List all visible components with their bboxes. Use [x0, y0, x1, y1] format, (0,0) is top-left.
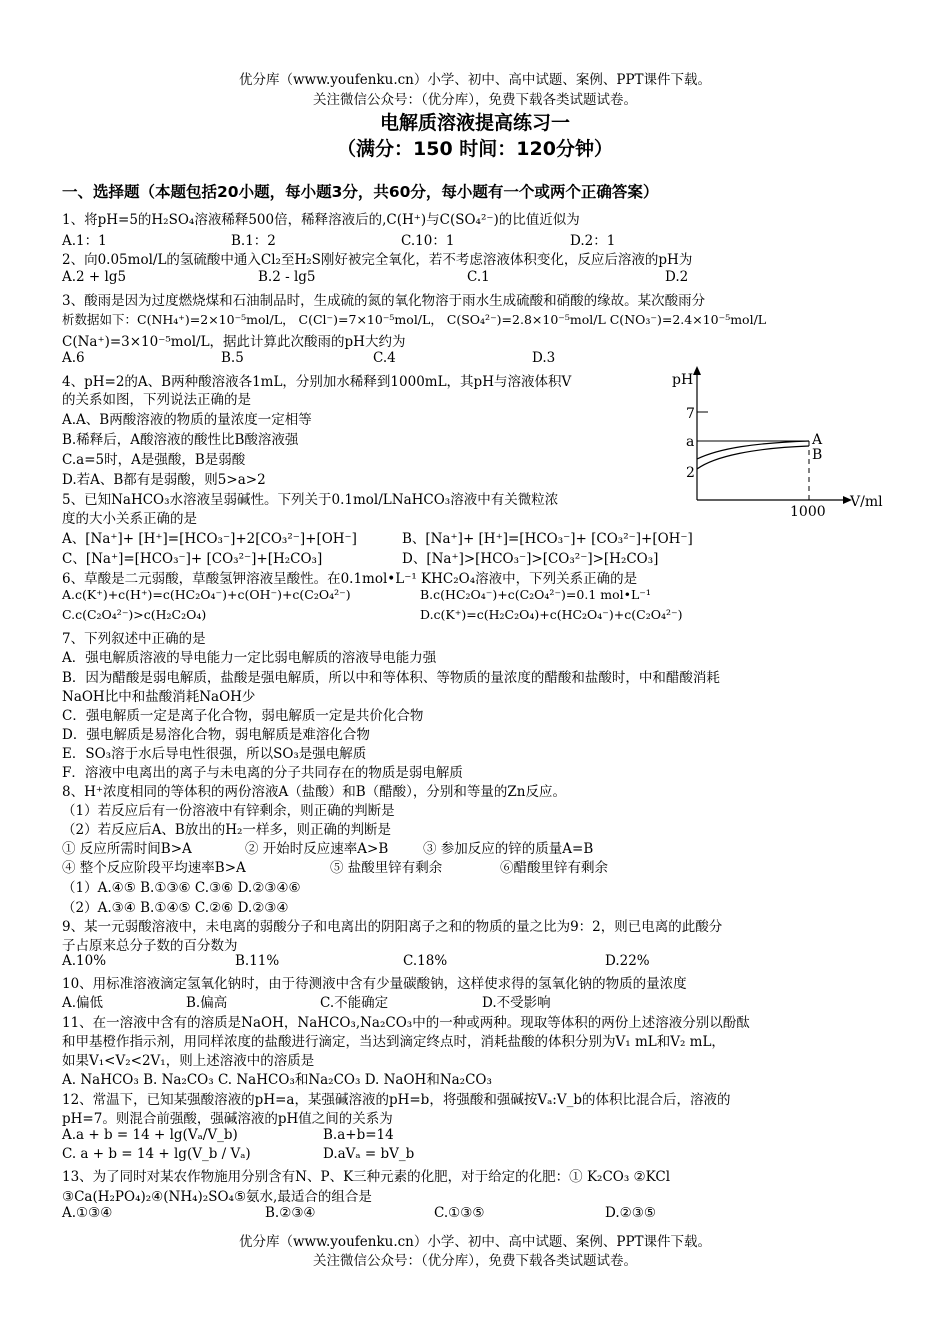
q5-line-1: 5、已知NaHCO₃水溶液呈弱碱性。下列关于0.1mol/LNaHCO₃溶液中有关微粒浓: [62, 492, 559, 508]
q8-statement-2: ② 开始时反应速率A>B: [245, 841, 389, 857]
q9-option-c: C.18%: [403, 953, 448, 969]
q1-option-a: A.1：1: [62, 233, 107, 249]
q8-answers-2: （2）A.③④ B.①④⑤ C.②⑥ D.②③④: [62, 900, 289, 916]
q7-option-e: E．SO₃溶于水后导电性很强，所以SO₃是强电解质: [62, 746, 367, 762]
x-tick-1000: 1000: [790, 504, 826, 520]
q7-option-a: A．强电解质溶液的导电能力一定比弱电解质的溶液导电能力强: [62, 650, 437, 666]
q7-option-b-line-2: NaOH比中和盐酸消耗NaOH少: [62, 689, 256, 705]
q7-stem: 7、下列叙述中正确的是: [62, 631, 206, 647]
q11-line-2: 和甲基橙作指示剂，用同样浓度的盐酸进行滴定，当达到滴定终点时，消耗盐酸的体积分别为V₁ mL和V₂ mL，: [62, 1034, 725, 1050]
q4-line-1: 4、pH=2的A、B两种酸溶液各1mL，分别加水稀释到1000mL，其pH与溶液体积V: [62, 374, 572, 390]
q4-option-c: C.a=5时，A是强酸，B是弱酸: [62, 452, 246, 468]
q8-statement-4: ④ 整个反应阶段平均速率B>A: [62, 860, 246, 876]
footer-line-1: 优分库（www.youfenku.cn）小学、初中、高中试题、案例、PPT课件下载。: [238, 1234, 712, 1250]
q6-option-b: B.c(HC₂O₄⁻)+c(C₂O₄²⁻)=0.1 mol•L⁻¹: [420, 587, 651, 602]
page-title: 电解质溶液提高练习一: [379, 112, 570, 134]
q13-option-c: C.①③⑤: [434, 1205, 485, 1221]
q3-line-1: 3、酸雨是因为过度燃烧煤和石油制品时，生成硫的氮的氧化物溶于雨水生成硫酸和硝酸的缘故。某次酸雨分: [62, 293, 706, 309]
q2-option-c: C.1: [467, 269, 490, 285]
q7-option-f: F．溶液中电离出的离子与未电离的分子共同存在的物质是弱电解质: [62, 765, 463, 781]
page-subtitle: （满分：150 时间：120分钟）: [337, 138, 613, 160]
q11-options: A. NaHCO₃ B. Na₂CO₃ C. NaHCO₃和Na₂CO₃ D. NaOH和Na₂CO₃: [62, 1072, 492, 1088]
q7-option-d: D．强电解质是易溶化合物，弱电解质是难溶化合物: [62, 727, 370, 743]
q8-stem: 8、H⁺浓度相同的等体积的两份溶液A（盐酸）和B（醋酸），分别和等量的Zn反应。: [62, 784, 566, 800]
q1-option-d: D.2：1: [570, 233, 616, 249]
q6-option-a: A.c(K⁺)+c(H⁺)=c(HC₂O₄⁻)+c(OH⁻)+c(C₂O₄²⁻): [62, 587, 351, 602]
y-tick-a: a: [686, 434, 695, 450]
q12-line-1: 12、常温下，已知某强酸溶液的pH=a，某强碱溶液的pH=b，将强酸和强碱按Vₐ:V_b的体积比混合后，溶液的: [62, 1092, 731, 1108]
q13-option-b: B.②③④: [265, 1205, 316, 1221]
q6-stem: 6、草酸是二元弱酸，草酸氢钾溶液呈酸性。在0.1mol•L⁻¹ KHC₂O₄溶液中，下列关系正确的是: [62, 571, 638, 587]
curve-a: [697, 441, 809, 459]
y-tick-7: 7: [686, 406, 695, 422]
q9-line-2: 子占原来总分子数的百分数为: [62, 938, 238, 954]
q6-option-c: C.c(C₂O₄²⁻)>c(H₂C₂O₄): [62, 607, 207, 622]
q12-line-2: pH=7。则混合前强酸，强碱溶液的pH值之间的关系为: [62, 1111, 393, 1127]
q1-option-b: B.1：2: [231, 233, 276, 249]
q10-option-b: B.偏高: [186, 995, 228, 1011]
q3-option-a: A.6: [62, 350, 85, 366]
q3-option-d: D.3: [532, 350, 556, 366]
q2-option-b: B.2 - lg5: [258, 269, 316, 285]
q7-option-c: C．强电解质一定是离子化合物，弱电解质一定是共价化合物: [62, 708, 424, 724]
q13-line-2: ③Ca(H₂PO₄)₂④(NH₄)₂SO₄⑤氨水,最适合的组合是: [62, 1189, 372, 1205]
header-line-1: 优分库（www.youfenku.cn）小学、初中、高中试题、案例、PPT课件下载。: [238, 72, 712, 88]
q8-part-1: （1）若反应后有一份溶液中有锌剩余，则正确的判断是: [62, 803, 395, 819]
q3-line-3: C(Na⁺)=3×10⁻⁵mol/L，据此计算此次酸雨的pH大约为: [62, 334, 406, 350]
footer-line-2: 关注微信公众号：（优分库），免费下载各类试题试卷。: [313, 1253, 637, 1269]
q9-line-1: 9、某一元弱酸溶液中，未电离的弱酸分子和电离出的阴阳离子之和的物质的量之比为9：2，则已电离的此酸分: [62, 919, 723, 935]
series-label-b: B: [812, 447, 823, 463]
q2-stem: 2、向0.05mol/L的氢硫酸中通入Cl₂至H₂S刚好被完全氧化，若不考虑溶液体积变化，反应后溶液的pH为: [62, 252, 693, 268]
q12-option-b: B.a+b=14: [323, 1127, 394, 1143]
y-axis-label: pH: [672, 372, 694, 388]
q4-line-2: 的关系如图，下列说法正确的是: [62, 392, 251, 408]
q11-line-1: 11、在一溶液中含有的溶质是NaOH，NaHCO₃,Na₂CO₃中的一种或两种。现取等体积的两份上述溶液分别以酚酞: [62, 1015, 750, 1031]
q2-option-d: D.2: [665, 269, 689, 285]
ph-volume-chart: [660, 362, 900, 522]
q12-option-a: A.a + b = 14 + lg(Vₐ/V_b): [62, 1127, 238, 1143]
q13-option-d: D.②③⑤: [605, 1205, 656, 1221]
q4-option-b: B.稀释后，A酸溶液的酸性比B酸溶液强: [62, 432, 299, 448]
section-heading: 一、选择题（本题包括20小题，每小题3分，共60分，每小题有一个或两个正确答案）: [62, 183, 659, 201]
q5-line-2: 度的大小关系正确的是: [62, 511, 197, 527]
y-axis-arrow: [693, 366, 701, 375]
q4-option-d: D.若A、B都有是弱酸，则5>a>2: [62, 472, 266, 488]
header-line-2: 关注微信公众号：（优分库），免费下载各类试题试卷。: [313, 92, 637, 108]
q13-option-a: A.①③④: [62, 1205, 113, 1221]
q3-line-2: 析数据如下：C(NH₄⁺)=2×10⁻⁵mol/L， C(Cl⁻)=7×10⁻⁵mol/L， C(SO₄²⁻)=2.8×10⁻⁵mol/L C(NO₃⁻)=2.4×10⁻⁵mol/L: [62, 312, 767, 327]
q3-option-c: C.4: [373, 350, 396, 366]
q13-line-1: 13、为了同时对某农作物施用分别含有N、P、K三种元素的化肥，对于给定的化肥：① K₂CO₃ ②KCl: [62, 1169, 671, 1185]
q8-answers-1: （1）A.④⑤ B.①③⑥ C.③⑥ D.②③④⑥: [62, 880, 301, 896]
q10-option-d: D.不受影响: [482, 995, 551, 1011]
q12-option-d: D.aVₐ = bV_b: [323, 1146, 415, 1162]
q2-option-a: A.2 + lg5: [62, 269, 127, 285]
q8-statement-1: ① 反应所需时间B>A: [62, 841, 192, 857]
q10-option-c: C.不能确定: [320, 995, 389, 1011]
q5-option-b: B、[Na⁺]+ [H⁺]=[HCO₃⁻]+ [CO₃²⁻]+[OH⁻]: [402, 531, 693, 547]
curve-b: [697, 446, 809, 469]
q8-statement-6: ⑥醋酸里锌有剩余: [500, 860, 608, 876]
q9-option-b: B.11%: [235, 953, 280, 969]
x-axis-label: V/ml: [850, 494, 883, 510]
q10-option-a: A.偏低: [62, 995, 104, 1011]
q5-option-d: D、[Na⁺]>[HCO₃⁻]>[CO₃²⁻]>[H₂CO₃]: [402, 551, 659, 567]
q1-option-c: C.10：1: [401, 233, 455, 249]
q1-stem: 1、将pH=5的H₂SO₄溶液稀释500倍，稀释溶液后的,C(H⁺)与C(SO₄²⁻)的比值近似为: [62, 212, 580, 228]
q12-option-c: C. a + b = 14 + lg(V_b / Vₐ): [62, 1146, 251, 1162]
q9-option-a: A.10%: [62, 953, 107, 969]
q8-statement-3: ③ 参加反应的锌的质量A=B: [423, 841, 594, 857]
q5-option-c: C、[Na⁺]=[HCO₃⁻]+ [CO₃²⁻]+[H₂CO₃]: [62, 551, 323, 567]
q7-option-b-line-1: B．因为醋酸是弱电解质，盐酸是强电解质，所以中和等体积、等物质的量浓度的醋酸和盐酸时，中和醋酸消耗: [62, 670, 720, 686]
series-label-a: A: [812, 432, 823, 448]
q3-option-b: B.5: [221, 350, 244, 366]
q11-line-3: 如果V₁<V₂<2V₁，则上述溶液中的溶质是: [62, 1053, 315, 1069]
q6-option-d: D.c(K⁺)=c(H₂C₂O₄)+c(HC₂O₄⁻)+c(C₂O₄²⁻): [420, 607, 683, 622]
q8-part-2: （2）若反应后A、B放出的H₂一样多，则正确的判断是: [62, 822, 391, 838]
q10-stem: 10、用标准溶液滴定氢氧化钠时，由于待测液中含有少量碳酸钠，这样使求得的氢氧化钠的物质的量浓度: [62, 976, 687, 992]
q5-option-a: A、[Na⁺]+ [H⁺]=[HCO₃⁻]+2[CO₃²⁻]+[OH⁻]: [62, 531, 357, 547]
y-tick-2: 2: [686, 465, 695, 481]
q9-option-d: D.22%: [605, 953, 650, 969]
q4-option-a: A.A、B两酸溶液的物质的量浓度一定相等: [62, 412, 312, 428]
q8-statement-5: ⑤ 盐酸里锌有剩余: [330, 860, 443, 876]
